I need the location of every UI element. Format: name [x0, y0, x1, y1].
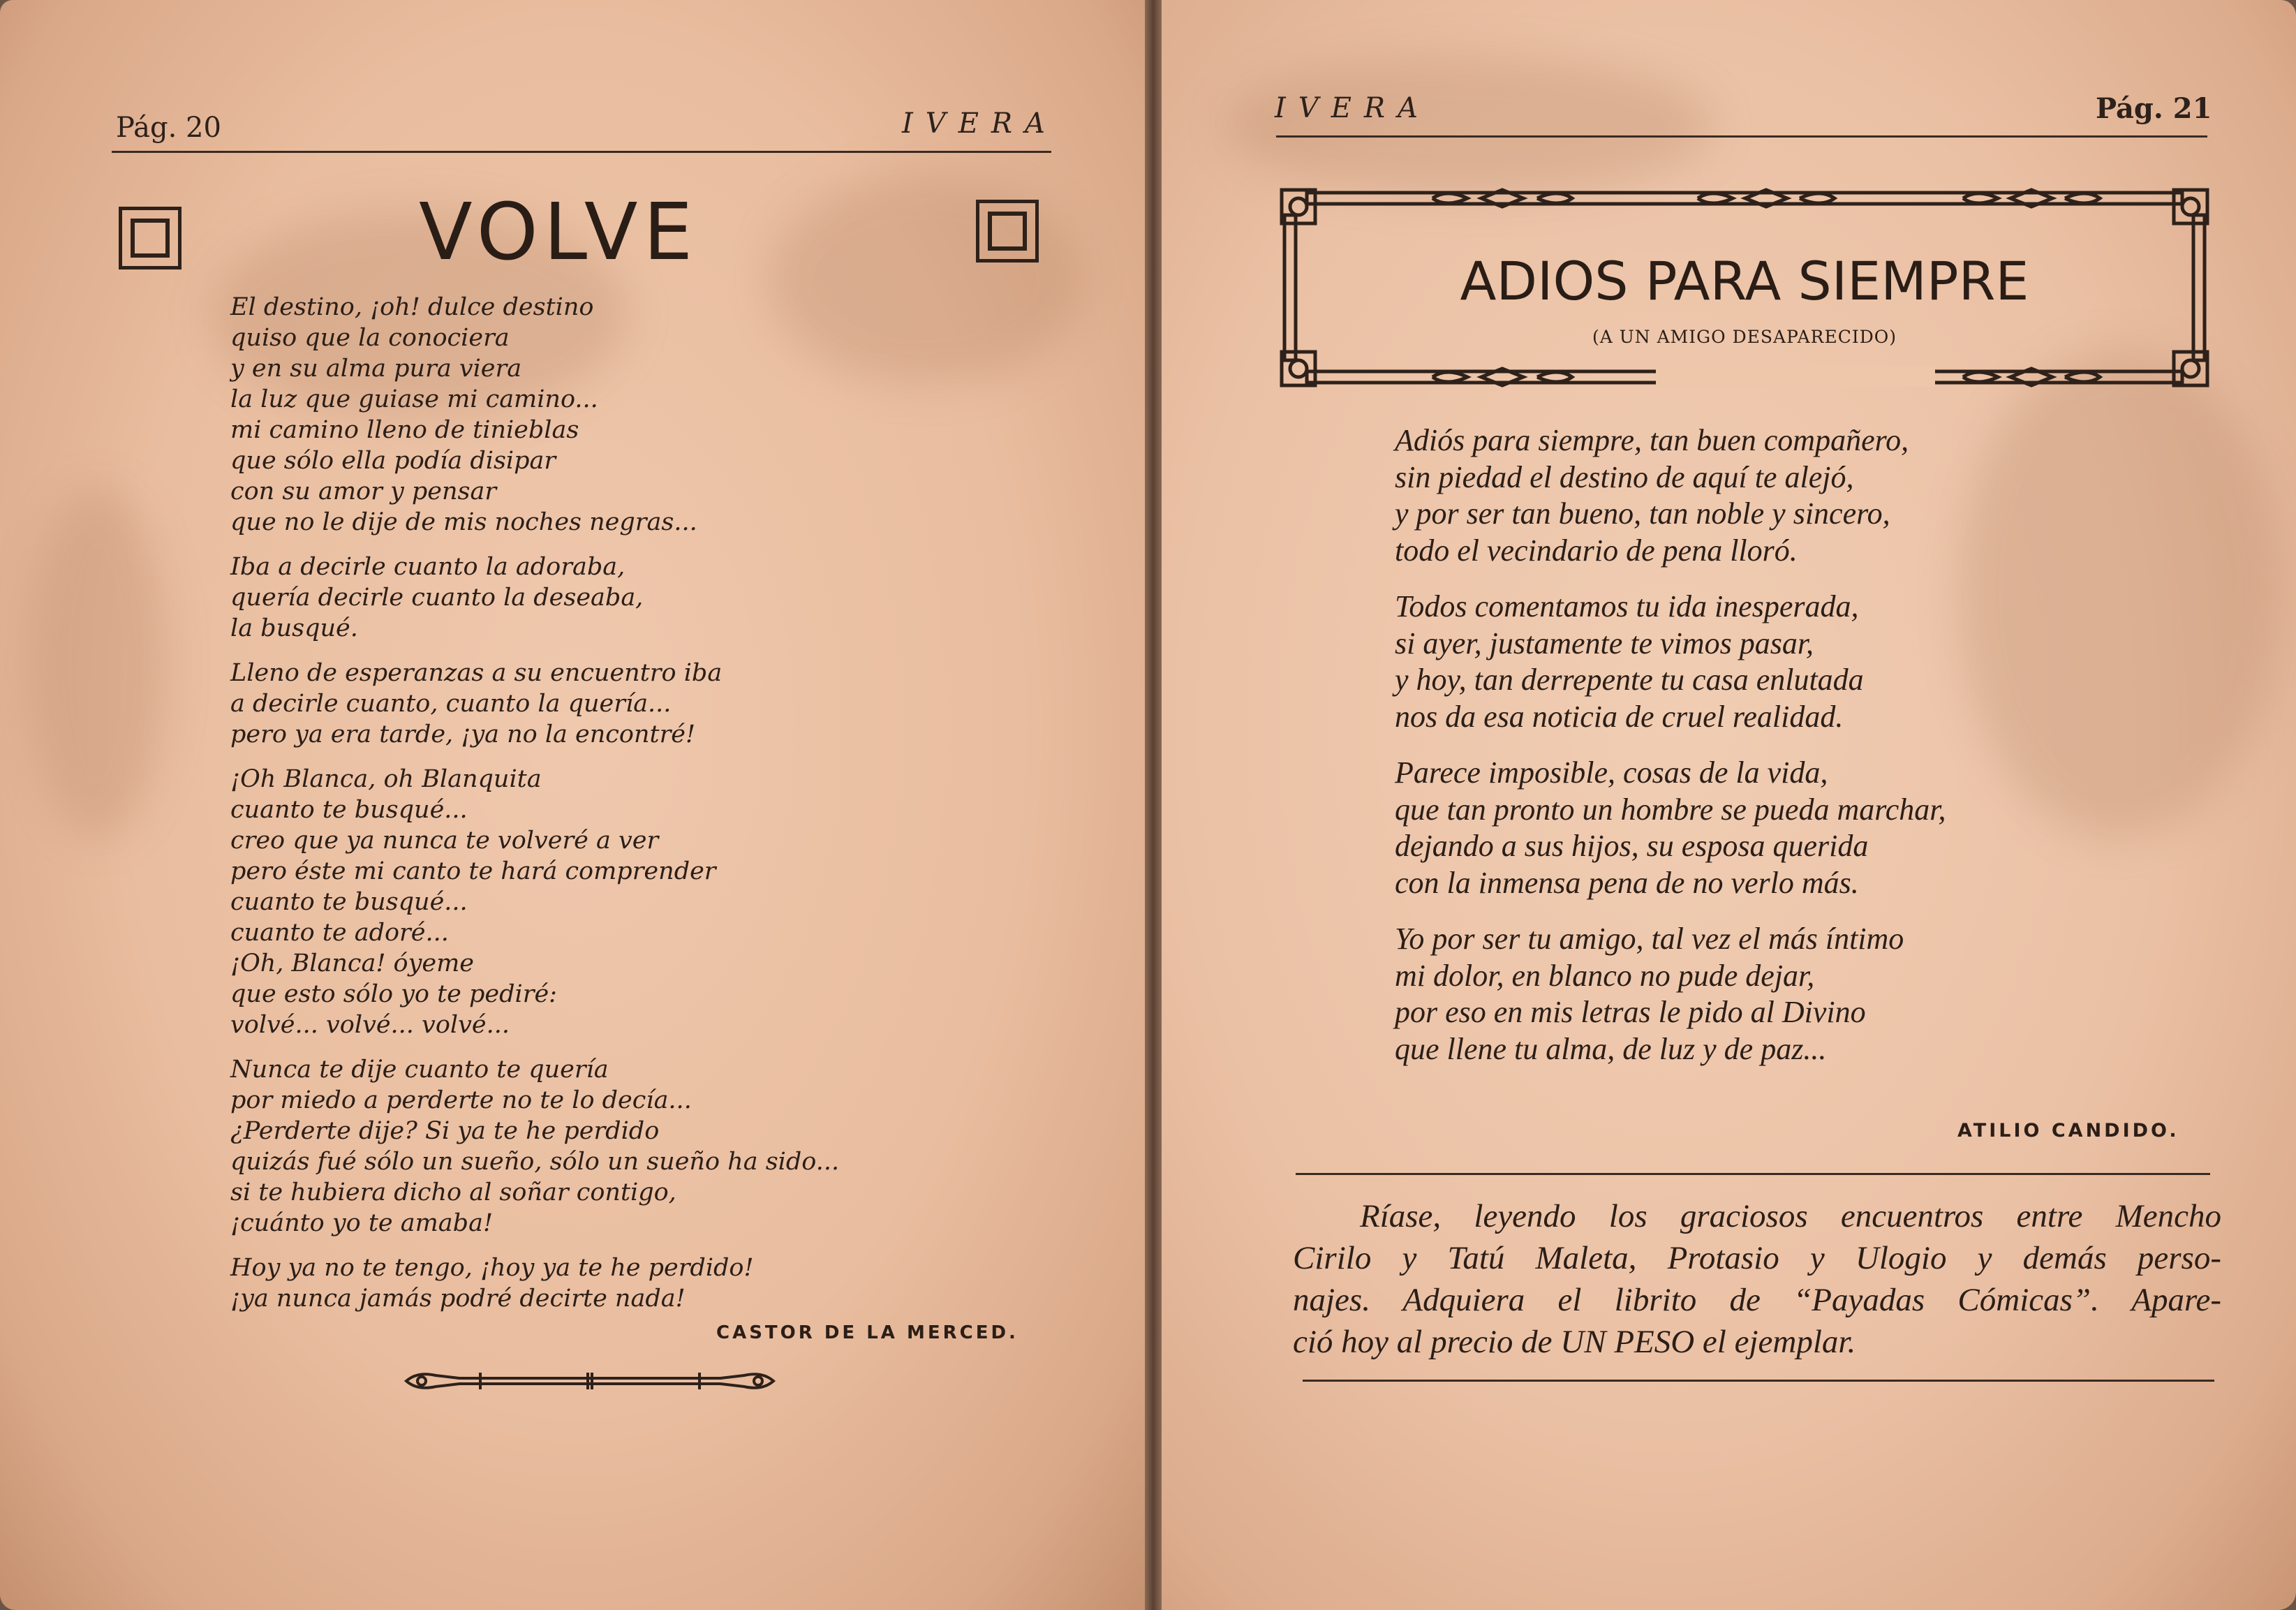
- poem-line: por eso en mis letras le pido al Divino: [1395, 995, 1866, 1029]
- poem-stanza: [1395, 921, 1946, 1068]
- poem-line: con la inmensa pena de no verlo más.: [1395, 865, 1859, 900]
- poem-line: ¡cuánto yo te amaba!: [230, 1209, 494, 1237]
- poem-line: que llene tu alma, de luz y de paz...: [1395, 1031, 1827, 1066]
- poem-body: [1395, 422, 1946, 1087]
- square-ornament-icon: [119, 207, 182, 269]
- poem-line: y en su alma pura viera: [230, 355, 522, 383]
- poem-line: Adiós para siempre, tan buen compañero,: [1395, 423, 1909, 457]
- poem-line: quería decirle cuanto la deseaba,: [230, 584, 644, 612]
- poem-line: quizás fué sólo un sueño, sólo un sueño ha sido...: [230, 1148, 840, 1176]
- advertisement-line: Ríase, leyendo los graciosos encuentros entre Mencho: [1360, 1198, 2221, 1234]
- poem-line: pero éste mi canto te hará comprender: [230, 857, 716, 885]
- poem-line: mi camino lleno de tinieblas: [230, 416, 579, 444]
- poem-line: Parece imposible, cosas de la vida,: [1395, 755, 1828, 790]
- poem-stanza: [230, 1054, 839, 1239]
- book-spine: [1145, 0, 1162, 1610]
- square-ornament-icon: [976, 200, 1039, 263]
- poem-title: VOLVE: [419, 187, 699, 278]
- poem-line: con su amor y pensar: [230, 478, 497, 505]
- poem-stanza: [230, 764, 839, 1040]
- poem-line: ¡Oh, Blanca! óyeme: [230, 950, 474, 977]
- advertisement-line: ció hoy al precio de UN PESO el ejemplar.: [1293, 1324, 1856, 1360]
- poem-line: que no le dije de mis noches negras...: [230, 508, 697, 536]
- poem-line: ¡ya nunca jamás podré decirte nada!: [230, 1285, 686, 1313]
- page-number: Pág. 20: [116, 112, 221, 144]
- poem-line: ¿Perderte dije? Si ya te he perdido: [230, 1117, 660, 1145]
- poem-line: cuanto te adoré...: [230, 919, 449, 947]
- poem-stanza: [230, 658, 839, 750]
- poem-line: pero ya era tarde, ¡ya no la encontré!: [230, 721, 696, 748]
- advertisement-line: najes. Adquiera el librito de “Payadas Cómicas”. Apare-: [1293, 1282, 2221, 1318]
- poem-subtitle: (A UN AMIGO DESAPARECIDO): [1592, 327, 1897, 347]
- poem-title: ADIOS PARA SIEMPRE: [1460, 250, 2029, 312]
- poem-line: Hoy ya no te tengo, ¡hoy ya te he perdido!: [230, 1254, 754, 1282]
- header-rule: [112, 151, 1051, 153]
- poem-line: por miedo a perderte no te lo decía...: [230, 1086, 692, 1114]
- poem-line: mi dolor, en blanco no pude dejar,: [1395, 958, 1815, 993]
- poem-line: dejando a sus hijos, su esposa querida: [1395, 829, 1869, 863]
- poem-line: todo el vecindario de pena lloró.: [1395, 533, 1798, 568]
- poem-line: a decirle cuanto, cuanto la quería...: [230, 690, 672, 718]
- poem-stanza: [1395, 755, 1946, 901]
- advertisement-text: [1293, 1195, 2221, 1363]
- poem-line: Iba a decirle cuanto la adoraba,: [230, 553, 625, 581]
- poem-line: Nunca te dije cuanto te quería: [230, 1056, 609, 1084]
- poem-line: ¡Oh Blanca, oh Blanquita: [230, 765, 542, 793]
- divider-ornament-icon: [403, 1367, 776, 1395]
- poem-line: Yo por ser tu amigo, tal vez el más íntimo: [1395, 922, 1904, 956]
- poem-stanza: [230, 292, 839, 538]
- poem-stanza: [1395, 422, 1946, 569]
- poem-line: sin piedad el destino de aquí te alejó,: [1395, 459, 1854, 494]
- poem-line: y hoy, tan derrepente tu casa enlutada: [1395, 663, 1864, 697]
- poem-line: nos da esa noticia de cruel realidad.: [1395, 699, 1844, 734]
- poem-line: volvé... volvé... volvé...: [230, 1011, 510, 1039]
- poem-line: Todos comentamos tu ida inesperada,: [1395, 589, 1859, 623]
- poem-line: cuanto te busqué...: [230, 888, 468, 916]
- poem-line: quiso que la conociera: [230, 324, 510, 352]
- running-title: IVERA: [902, 108, 1058, 140]
- poem-line: El destino, ¡oh! dulce destino: [230, 293, 594, 321]
- running-title: IVERA: [1275, 92, 1430, 124]
- poem-line: cuanto te busqué...: [230, 796, 468, 824]
- poem-line: Lleno de esperanzas a su encuentro iba: [230, 659, 723, 687]
- poem-line: la busqué.: [230, 614, 358, 642]
- poem-stanza: [1395, 589, 1946, 735]
- poem-line: que sólo ella podía disipar: [230, 447, 556, 475]
- poem-line: si ayer, justamente te vimos pasar,: [1395, 626, 1814, 660]
- poem-author: CASTOR DE LA MERCED.: [716, 1322, 1019, 1343]
- title-frame: [1279, 187, 2210, 388]
- section-rule: [1303, 1380, 2214, 1382]
- poem-author: ATILIO CANDIDO.: [1957, 1120, 2179, 1142]
- header-rule: [1276, 135, 2207, 138]
- poem-body: [230, 292, 839, 1328]
- poem-line: que tan pronto un hombre se pueda marchar,: [1395, 792, 1946, 827]
- page-number: Pág. 21: [2096, 92, 2212, 125]
- poem-stanza: [230, 552, 839, 644]
- poem-stanza: [230, 1253, 839, 1314]
- poem-line: creo que ya nunca te volveré a ver: [230, 827, 659, 855]
- poem-line: que esto sólo yo te pediré:: [230, 980, 557, 1008]
- poem-line: la luz que guiase mi camino...: [230, 385, 598, 413]
- advertisement-line: Cirilo y Tatú Maleta, Protasio y Ulogio y demás perso-: [1293, 1240, 2221, 1276]
- section-rule: [1296, 1173, 2210, 1175]
- poem-line: y por ser tan bueno, tan noble y sincero,: [1395, 496, 1890, 531]
- poem-line: si te hubiera dicho al soñar contigo,: [230, 1179, 676, 1206]
